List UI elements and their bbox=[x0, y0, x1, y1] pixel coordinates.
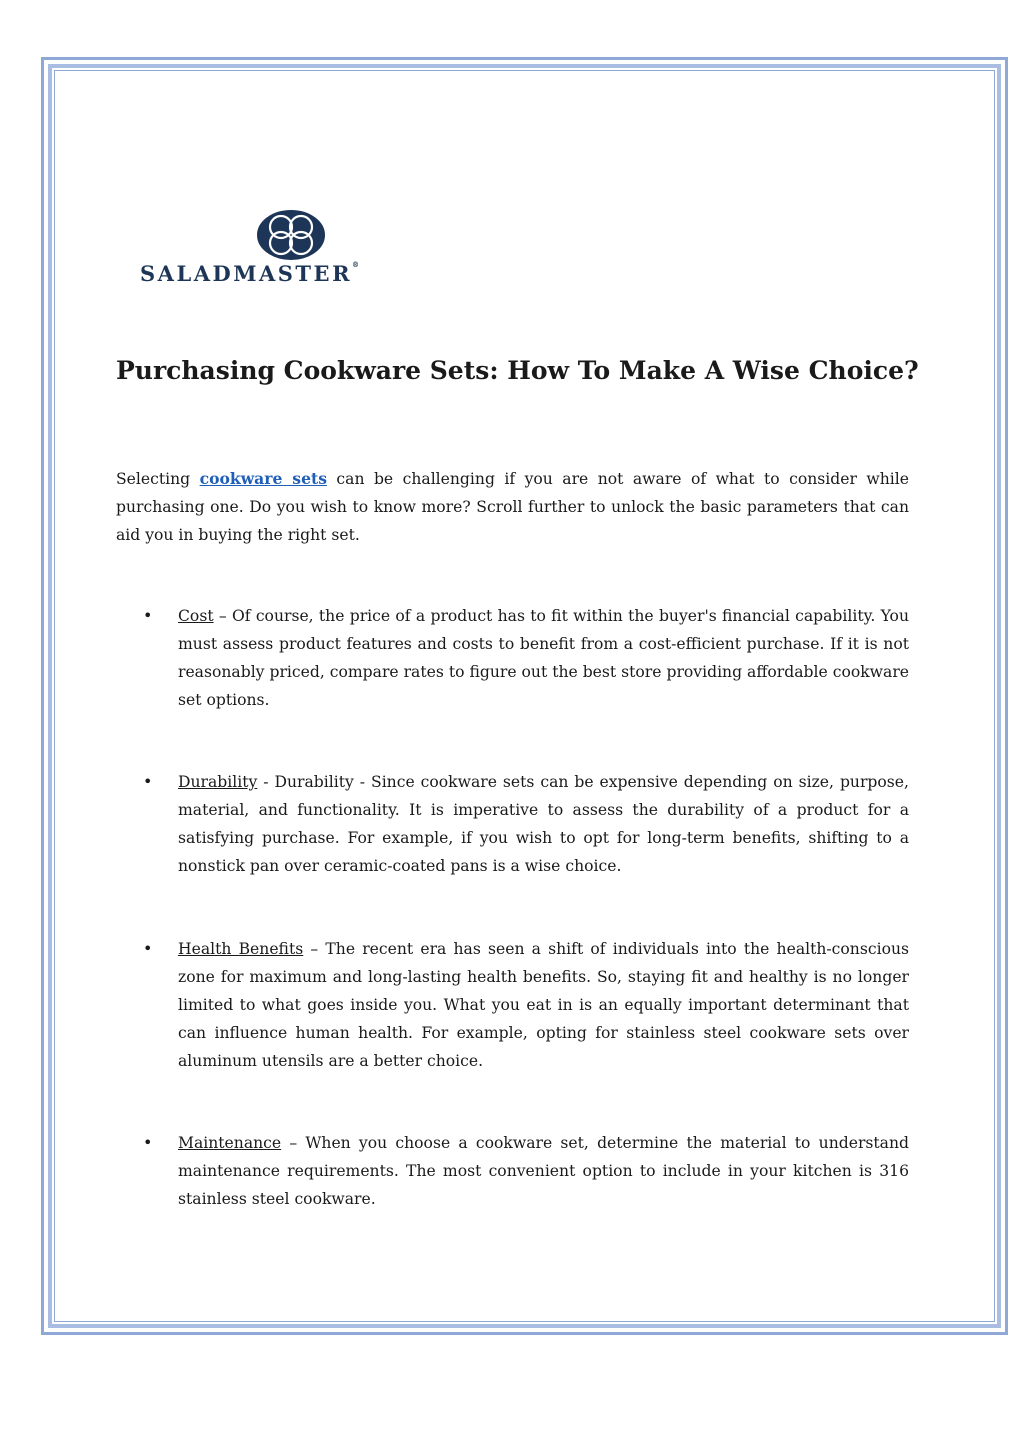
intro-after-link: can be challenging if you are not aware of what to consider while purchasing one. Do you wish to know more? Scroll further to unlock the basic parameters that can aid you in buying the right set. bbox=[116, 470, 909, 544]
bullet-term: Durability bbox=[178, 773, 258, 791]
bullet-marker: • bbox=[143, 772, 153, 791]
saladmaster-logo bbox=[140, 210, 450, 290]
bullet-marker: • bbox=[143, 606, 153, 625]
bullet-marker: • bbox=[143, 939, 153, 958]
registered-mark: ® bbox=[352, 260, 360, 269]
page-title: Purchasing Cookware Sets: How To Make A Wise Choice? bbox=[116, 356, 919, 385]
bullet-paragraph bbox=[178, 1129, 909, 1213]
saladmaster-emblem-icon bbox=[257, 210, 325, 260]
bullet-paragraph bbox=[178, 602, 909, 714]
bullet-term: Maintenance bbox=[178, 1134, 282, 1152]
bullet-paragraph bbox=[178, 768, 909, 880]
intro-paragraph bbox=[116, 465, 909, 549]
bullet-paragraph bbox=[178, 935, 909, 1075]
brand-wordmark bbox=[140, 260, 359, 286]
bullet-body: – Of course, the price of a product has to fit within the buyer's financial capability. You must assess product features and costs to benefit from a cost-efficient purchase. If it is not reasonably priced, compare rates to figure out the best store providing affordable cookware set options. bbox=[178, 607, 909, 709]
bullet-body: - Durability - Since cookware sets can be expensive depending on size, purpose, material, and functionality. It is imperative to assess the durability of a product for a satisfying purchase. For example, if you wish to opt for long-term benefits, shifting to a nonstick pan over ceramic-coated pans is a wise choice. bbox=[178, 773, 909, 875]
bullet-term: Health Benefits bbox=[178, 940, 304, 958]
bullet-term: Cost bbox=[178, 607, 214, 625]
brand-name: SALADMASTER bbox=[140, 261, 353, 286]
cookware-sets-link[interactable]: cookware sets bbox=[199, 469, 327, 488]
bullet-body: – When you choose a cookware set, determine the material to understand maintenance requirements. The most convenient option to include in your kitchen is 316 stainless steel cookware. bbox=[178, 1134, 909, 1208]
bullet-marker: • bbox=[143, 1133, 153, 1152]
bullet-body: – The recent era has seen a shift of individuals into the health-conscious zone for maximum and long-lasting health benefits. So, staying fit and healthy is no longer limited to what goes inside you. What you eat in is an equally important determinant that can influence human health. For example, opting for stainless steel cookware sets over aluminum utensils are a better choice. bbox=[178, 940, 910, 1070]
intro-before-link: Selecting bbox=[116, 470, 200, 488]
